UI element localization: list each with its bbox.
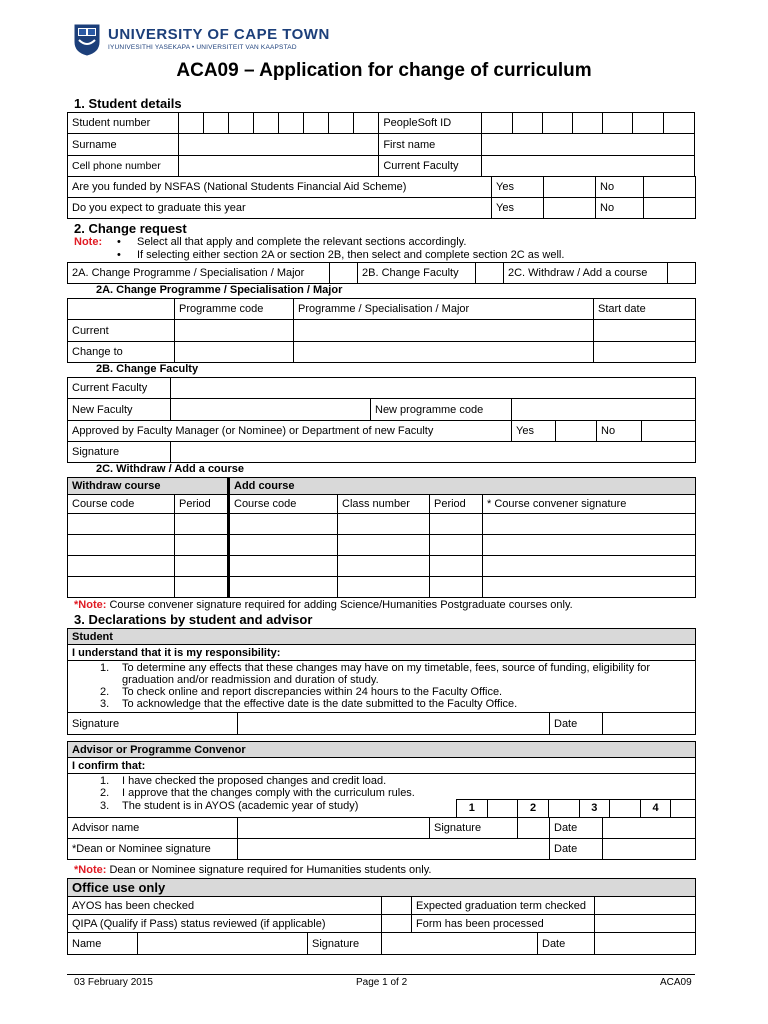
section-1-heading: 1. Student details (74, 96, 182, 111)
option-2a-checkbox[interactable] (330, 263, 358, 284)
table-row (68, 535, 696, 556)
section-2b-heading: 2B. Change Faculty (96, 363, 199, 375)
add-course-header: Add course (229, 478, 696, 495)
nsfas-yes-box[interactable] (544, 177, 596, 198)
section-2a-heading: 2A. Change Programme / Specialisation / Major (96, 284, 343, 296)
withdraw-course-code-cell[interactable] (68, 535, 175, 556)
add-period-cell[interactable] (430, 556, 483, 577)
current-faculty-field[interactable] (482, 156, 695, 177)
ayos-box-3[interactable] (610, 800, 641, 818)
add-period-header: Period (430, 495, 483, 514)
graduate-yes-label: Yes (492, 198, 544, 219)
graduate-no-box[interactable] (644, 198, 696, 219)
student-date-field[interactable] (603, 713, 696, 735)
dean-signature-field[interactable] (238, 839, 550, 860)
b-current-faculty-field[interactable] (171, 378, 696, 399)
student-number-label: Student number (68, 113, 179, 134)
office-signature-field[interactable] (382, 933, 538, 955)
ayos-boxes (456, 799, 696, 818)
peoplesoft-id-box[interactable] (512, 113, 542, 134)
resp-item-2: To check online and report discrepancies within 24 hours to the Faculty Office. (122, 686, 503, 698)
change-note-bullet-1: Select all that apply and complete the relevant sections accordingly. (137, 236, 467, 248)
add-period-cell[interactable] (430, 514, 483, 535)
empty-cell (68, 299, 175, 320)
student-number-box[interactable] (279, 113, 304, 134)
office-name-label: Name (68, 933, 138, 955)
dean-note (74, 864, 431, 876)
resp-number: 2. (100, 686, 110, 698)
current-start-date[interactable] (594, 320, 696, 342)
surname-label: Surname (68, 134, 179, 156)
form-processed-box[interactable] (595, 915, 696, 933)
resp-number: 3. (100, 698, 110, 710)
advisor-name-label: Advisor name (68, 818, 238, 839)
footer-code: ACA09 (660, 977, 692, 988)
nsfas-question: Are you funded by NSFAS (National Students Financial Aid Scheme) (68, 177, 492, 198)
convener-signature-cell[interactable] (483, 556, 696, 577)
section-2c-table (67, 477, 696, 598)
peoplesoft-id-box[interactable] (603, 113, 633, 134)
withdraw-period-cell[interactable] (175, 514, 229, 535)
student-number-box[interactable] (179, 113, 204, 134)
option-2b-label: 2B. Change Faculty (358, 263, 476, 284)
b-signature-label: Signature (68, 442, 171, 463)
b-new-faculty-label: New Faculty (68, 399, 171, 421)
student-date-label: Date (550, 713, 603, 735)
b-yes-box[interactable] (556, 421, 597, 442)
advisor-signature-label: Signature (430, 818, 518, 839)
confirm-item-2: I approve that the changes comply with the curriculum rules. (122, 787, 415, 799)
dean-note-label: *Note: (74, 864, 107, 876)
current-faculty-label: Current Faculty (379, 156, 482, 177)
course-note-label: *Note: (74, 599, 107, 611)
class-number-cell[interactable] (338, 535, 430, 556)
qipa-label: QIPA (Qualify if Pass) status reviewed (if applicable) (68, 915, 382, 933)
current-row-label: Current (68, 320, 175, 342)
confirm-item-3: The student is in AYOS (academic year of study) (122, 800, 359, 812)
new-programme-code[interactable] (175, 342, 294, 363)
footer-date: 03 February 2015 (74, 977, 153, 988)
advisor-signature-field[interactable] (518, 818, 550, 839)
resp-item-1-cont: graduation and/or readmission and duration of study. (122, 674, 379, 686)
ayos-option-1: 1 (457, 800, 488, 818)
b-current-faculty-label: Current Faculty (68, 378, 171, 399)
office-date-field[interactable] (595, 933, 696, 955)
withdraw-course-code-header: Course code (68, 495, 175, 514)
section-2b-table (67, 377, 696, 463)
first-name-label: First name (379, 134, 482, 156)
b-new-programme-code-label: New programme code (371, 399, 512, 421)
table-row (68, 514, 696, 535)
class-number-header: Class number (338, 495, 430, 514)
student-number-box[interactable] (304, 113, 329, 134)
student-number-box[interactable] (229, 113, 254, 134)
peoplesoft-id-box[interactable] (633, 113, 663, 134)
university-tagline: IYUNIVESITHI YASEKAPA • UNIVERSITEIT VAN KAAPSTAD (108, 44, 297, 51)
programme-spec-header: Programme / Specialisation / Major (294, 299, 594, 320)
ayos-box-4[interactable] (671, 800, 695, 818)
student-signature-label: Signature (68, 713, 238, 735)
b-signature-field[interactable] (171, 442, 696, 463)
resp-number: 1. (100, 662, 110, 674)
b-yes-label: Yes (512, 421, 556, 442)
withdraw-period-cell[interactable] (175, 535, 229, 556)
withdraw-period-cell[interactable] (175, 556, 229, 577)
convener-signature-header: * Course convener signature (483, 495, 696, 514)
footer-page: Page 1 of 2 (356, 977, 408, 988)
class-number-cell[interactable] (338, 514, 430, 535)
ayos-option-2: 2 (518, 800, 549, 818)
confirm-heading: I confirm that: (68, 758, 696, 774)
office-name-field[interactable] (138, 933, 308, 955)
graduate-no-label: No (596, 198, 644, 219)
peoplesoft-id-box[interactable] (573, 113, 603, 134)
resp-item-1: To determine any effects that these changes may have on my timetable, fees, source of funding, eligibility for (122, 662, 651, 674)
student-number-box[interactable] (254, 113, 279, 134)
new-start-date[interactable] (594, 342, 696, 363)
convener-signature-cell[interactable] (483, 577, 696, 598)
b-new-programme-code-field[interactable] (512, 399, 696, 421)
add-period-cell[interactable] (430, 535, 483, 556)
bullet-icon: • (117, 249, 121, 261)
nsfas-yes-label: Yes (492, 177, 544, 198)
advisor-date-label: Date (550, 818, 603, 839)
option-2c-label: 2C. Withdraw / Add a course (504, 263, 668, 284)
student-number-box[interactable] (329, 113, 354, 134)
add-course-code-cell[interactable] (229, 535, 338, 556)
expected-grad-label: Expected graduation term checked (412, 897, 595, 915)
dean-date-field[interactable] (603, 839, 696, 860)
responsibility-heading: I understand that it is my responsibility: (68, 645, 696, 661)
table-row (68, 577, 696, 598)
b-approved-label: Approved by Faculty Manager (or Nominee) or Department of new Faculty (68, 421, 512, 442)
confirm-item-1: I have checked the proposed changes and credit load. (122, 775, 387, 787)
add-course-code-cell[interactable] (229, 556, 338, 577)
confirm-number: 1. (100, 775, 110, 787)
add-course-code-header: Course code (229, 495, 338, 514)
ayos-option-3: 3 (580, 800, 611, 818)
convener-signature-cell[interactable] (483, 535, 696, 556)
start-date-header: Start date (594, 299, 696, 320)
section-2-heading: 2. Change request (74, 221, 187, 236)
withdraw-period-header: Period (175, 495, 229, 514)
section-2a-table (67, 298, 696, 363)
surname-field[interactable] (179, 134, 379, 156)
change-options-table (67, 262, 696, 284)
dean-date-label: Date (550, 839, 603, 860)
student-number-box[interactable] (354, 113, 379, 134)
confirm-number: 3. (100, 800, 110, 812)
footer-rule (67, 974, 695, 975)
expected-grad-box[interactable] (595, 897, 696, 915)
peoplesoft-id-box[interactable] (663, 113, 694, 134)
withdraw-course-code-cell[interactable] (68, 577, 175, 598)
advisor-name-field[interactable] (238, 818, 430, 839)
first-name-field[interactable] (482, 134, 695, 156)
cell-phone-field[interactable] (179, 156, 379, 177)
page-title: ACA09 – Application for change of curriculum (176, 60, 592, 81)
add-period-cell[interactable] (430, 577, 483, 598)
change-to-row-label: Change to (68, 342, 175, 363)
confirm-number: 2. (100, 787, 110, 799)
ayos-box-1[interactable] (488, 800, 519, 818)
advisor-declaration-header: Advisor or Programme Convenor (68, 742, 696, 758)
section-3-heading: 3. Declarations by student and advisor (74, 612, 313, 627)
convener-signature-cell[interactable] (483, 514, 696, 535)
b-no-box[interactable] (642, 421, 696, 442)
dean-signature-label: *Dean or Nominee signature (68, 839, 238, 860)
uct-logo (74, 24, 100, 56)
nsfas-no-box[interactable] (644, 177, 696, 198)
section-2c-heading: 2C. Withdraw / Add a course (96, 463, 245, 475)
nsfas-no-label: No (596, 177, 644, 198)
change-note-label: Note: (74, 236, 103, 248)
course-convener-note (74, 599, 573, 611)
form-processed-label: Form has been processed (412, 915, 595, 933)
cell-phone-label: Cell phone number (68, 156, 179, 177)
change-note-bullet-2: If selecting either section 2A or section 2B, then select and complete section 2C as well. (137, 249, 565, 261)
withdraw-course-code-cell[interactable] (68, 556, 175, 577)
b-new-faculty-field[interactable] (171, 399, 371, 421)
office-use-table (67, 878, 696, 955)
advisor-declaration-table (67, 741, 696, 860)
office-use-header: Office use only (68, 879, 696, 897)
current-programme-spec[interactable] (294, 320, 594, 342)
dean-note-text: Dean or Nominee signature required for Humanities students only. (106, 864, 432, 876)
student-details-table (67, 112, 695, 177)
student-declaration-table (67, 628, 696, 735)
student-declaration-header: Student (68, 629, 696, 645)
option-2a-label: 2A. Change Programme / Specialisation / Major (68, 263, 330, 284)
b-no-label: No (597, 421, 642, 442)
ayos-checked-label: AYOS has been checked (68, 897, 382, 915)
qipa-box[interactable] (382, 915, 412, 933)
course-note-text: Course convener signature required for adding Science/Humanities Postgraduate courses only. (106, 599, 573, 611)
new-programme-spec[interactable] (294, 342, 594, 363)
bullet-icon: • (117, 236, 121, 248)
class-number-cell[interactable] (338, 556, 430, 577)
university-name: UNIVERSITY OF CAPE TOWN (108, 26, 330, 43)
withdraw-course-code-cell[interactable] (68, 514, 175, 535)
office-signature-label: Signature (308, 933, 382, 955)
programme-code-header: Programme code (175, 299, 294, 320)
current-programme-code[interactable] (175, 320, 294, 342)
add-course-code-cell[interactable] (229, 514, 338, 535)
peoplesoft-id-box[interactable] (542, 113, 572, 134)
option-2c-checkbox[interactable] (668, 263, 696, 284)
student-number-box[interactable] (204, 113, 229, 134)
funding-table (67, 176, 696, 219)
class-number-cell[interactable] (338, 577, 430, 598)
office-date-label: Date (538, 933, 595, 955)
ayos-option-4: 4 (641, 800, 672, 818)
graduate-question: Do you expect to graduate this year (68, 198, 492, 219)
graduate-yes-box[interactable] (544, 198, 596, 219)
add-course-code-cell[interactable] (229, 577, 338, 598)
peoplesoft-id-label: PeopleSoft ID (379, 113, 482, 134)
peoplesoft-id-box[interactable] (482, 113, 512, 134)
advisor-date-field[interactable] (603, 818, 696, 839)
student-signature-field[interactable] (238, 713, 550, 735)
option-2b-checkbox[interactable] (476, 263, 504, 284)
ayos-box-2[interactable] (549, 800, 580, 818)
withdraw-period-cell[interactable] (175, 577, 229, 598)
table-row (68, 556, 696, 577)
withdraw-course-header: Withdraw course (68, 478, 229, 495)
resp-item-3: To acknowledge that the effective date is the date submitted to the Faculty Office. (122, 698, 518, 710)
ayos-checked-box[interactable] (382, 897, 412, 915)
